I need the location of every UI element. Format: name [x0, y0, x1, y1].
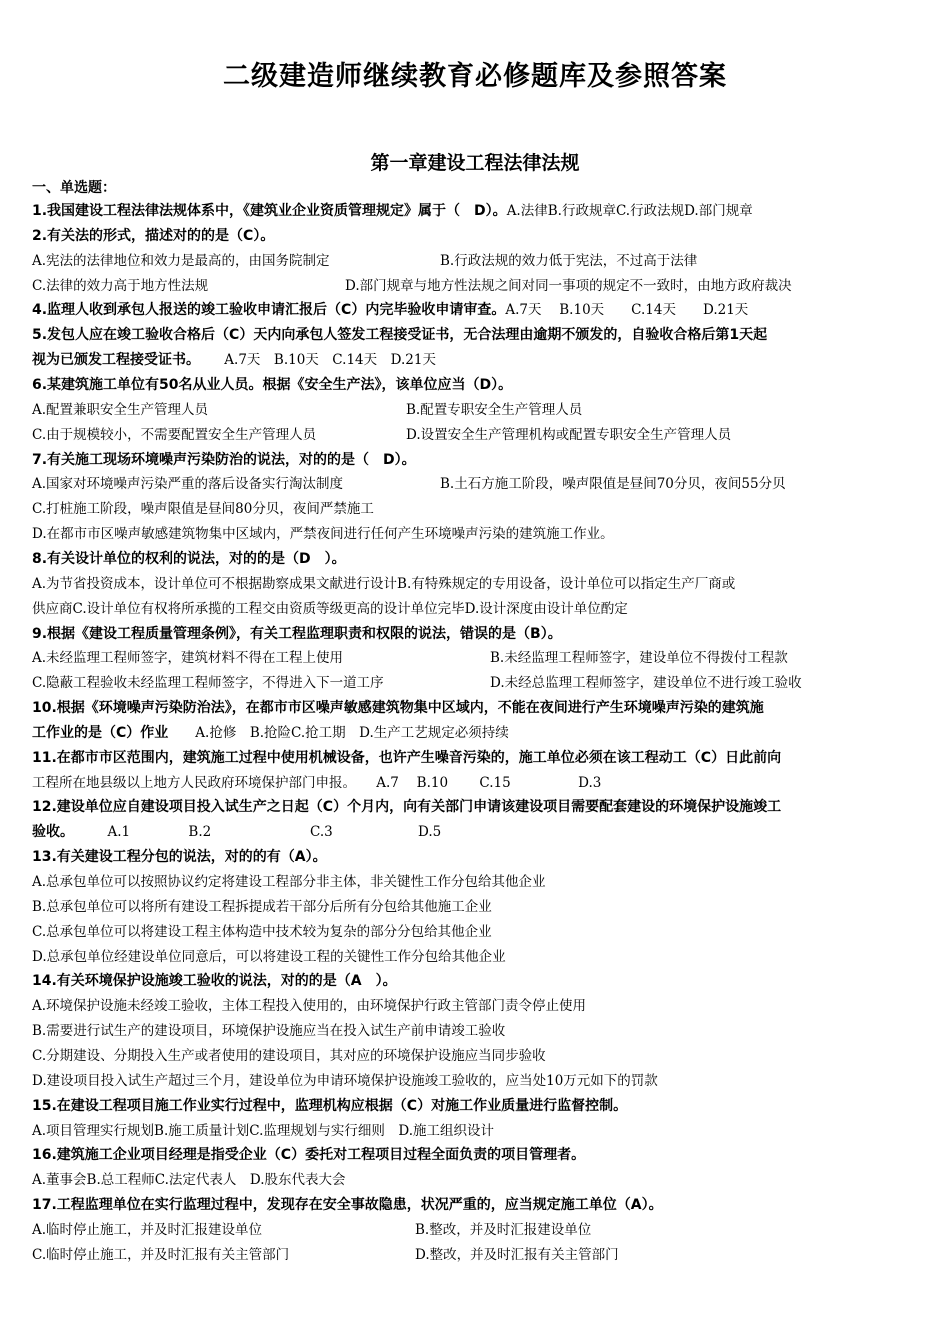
question-text: 6.某建筑施工单位有50名从业人员。根据《安全生产法》，该单位应当（D）。: [32, 377, 513, 393]
option-text: C.隐蔽工程验收未经监理工程师签字，不得进入下一道工序: [32, 675, 384, 692]
option-text: B.总承包单位可以将所有建设工程拆提成若干部分后所有分包给其他施工企业: [32, 898, 492, 915]
option-line: [32, 251, 698, 271]
question-text: 14.有关环境保护设施竣工验收的说法，对的的是（A ）。: [32, 973, 397, 990]
question-line: [32, 201, 753, 221]
option-text: A.1 B.2 C.3 D.5: [67, 824, 442, 841]
option-text: D.在都市市区噪声敏感建筑物集中区域内，严禁夜间进行任何产生环境噪声污染的建筑施工作业。: [32, 526, 614, 542]
option-text: A.7天 B.10天 C.14天 D.21天: [505, 302, 749, 319]
option-text: A.国家对环境噪声污染严重的落后设备实行淘汰制度: [32, 476, 344, 493]
option-line: [32, 1220, 592, 1240]
option-text: C.临时停止施工，并及时汇报有关主管部门: [32, 1246, 290, 1263]
option-text: A.配置兼职安全生产管理人员: [32, 401, 209, 418]
question-line: [32, 375, 512, 395]
option-text: A.7天 B.10天 C.14天 D.21天: [193, 352, 436, 369]
option-text: D.未经总监理工程师签字，建设单位不进行竣工验收: [490, 675, 802, 692]
question-line: [32, 797, 781, 817]
option-text: A.宪法的法律地位和效力是最高的，由国务院制定: [32, 252, 330, 269]
option-text: A.董事会B.总工程师C.法定代表人 D.股东代表大会: [32, 1172, 346, 1189]
option-text: A.未经监理工程师签字，建筑材料不得在工程上使用: [32, 650, 344, 667]
question-line: [32, 723, 509, 743]
question-line: [32, 971, 397, 991]
question-line: [32, 226, 274, 246]
option-line: [32, 773, 601, 793]
question-text: 12.建设单位应自建设项目投入试生产之日起（C）个月内，向有关部门申请该建设项目需要配套建设的环境保护设施竣工: [32, 799, 782, 816]
option-line: [32, 400, 583, 420]
option-text: A.项目管理实行规划B.施工质量计划C.监理规划与实行细则 D.施工组织设计: [32, 1122, 495, 1139]
option-text: B.需要进行试生产的建设项目，环境保护设施应当在投入试生产前申请竣工验收: [32, 1023, 506, 1040]
option-line: [32, 996, 586, 1016]
option-text: B.行政法规的效力低于宪法，不过高于法律: [440, 252, 698, 269]
document-title: 二级建造师继续教育必修题库及参照答案: [223, 61, 727, 92]
option-text: A.临时停止施工，并及时汇报建设单位: [32, 1221, 263, 1238]
question-text: 11.在都市市区范围内，建筑施工过程中使用机械设备，也许产生噪音污染的，施工单位必须在该工程动工（C）日此前向: [32, 749, 782, 766]
option-line: [32, 276, 792, 296]
question-line: [32, 325, 767, 345]
question-text: 2.有关法的形式，描述对的的是（C）。: [32, 227, 275, 244]
question-line: [32, 549, 346, 569]
option-text: C.法律的效力高于地方性法规: [32, 277, 209, 294]
question-text: 验收。: [32, 824, 67, 841]
option-line: [32, 425, 732, 445]
question-text: 10.根据《环境噪声污染防治法》，在都市市区噪声敏感建筑物集中区域内，不能在夜间进行产生环境噪声污染的建筑施: [32, 700, 764, 716]
question-text: 工作业的是（C）作业: [32, 724, 169, 741]
option-text: C.总承包单位可以将建设工程主体构造中技术较为复杂的部分分包给其他企业: [32, 923, 492, 940]
option-line: [32, 1021, 505, 1041]
question-text: 8.有关设计单位的权利的说法，对的的是（D ）。: [32, 550, 346, 567]
option-line: [32, 499, 374, 519]
question-line: [32, 300, 748, 320]
question-text: 4.监理人收到承包人报送的竣工验收申请汇报后（C）内完毕验收申请审查。: [32, 302, 506, 319]
question-line: [32, 698, 764, 718]
option-line: [32, 524, 614, 544]
option-text: C.打桩施工阶段，噪声限值是昼间80分贝，夜间严禁施工: [32, 501, 374, 518]
option-text: A.总承包单位可以按照协议约定将建设工程部分非主体，非关键性工作分包给其他企业: [32, 874, 546, 890]
question-line: [32, 1145, 585, 1165]
option-text: B.配置专职安全生产管理人员: [406, 401, 583, 418]
question-text: 7.有关施工现场环境噪声污染防治的说法，对的的是（ D）。: [32, 451, 416, 468]
question-line: [32, 748, 781, 768]
option-line: [32, 1245, 619, 1265]
question-text: 15.在建设工程项目施工作业实行过程中，监理机构应根据（C）对施工作业质量进行监督控制。: [32, 1097, 628, 1114]
option-line: [32, 1121, 494, 1141]
section-heading: 一、单选题：: [32, 180, 116, 196]
question-text: 9.根据《建设工程质量管理条例》，有关工程监理职责和权限的说法，错误的是（B）。: [32, 625, 562, 642]
question-line: [32, 350, 436, 370]
question-text: 13.有关建设工程分包的说法，对的的有（A）。: [32, 849, 327, 866]
option-text: B.土石方施工阶段，噪声限值是昼间70分贝，夜间55分贝: [440, 476, 786, 493]
question-line: [32, 1195, 663, 1215]
option-text: 供应商C.设计单位有权将所承揽的工程交由资质等级更高的设计单位完毕D.设计深度由设计单位酌定: [32, 600, 628, 617]
option-line: [32, 474, 786, 494]
question-text: 16.建筑施工企业项目经理是指受企业（C）委托对工程项目过程全面负责的项目管理者。: [32, 1147, 586, 1164]
option-line: [32, 897, 492, 917]
chapter-heading: 第一章建设工程法律法规: [370, 152, 580, 174]
option-text: 工程所在地县级以上地方人民政府环境保护部门申报。 A.7 B.10 C.15 D.3: [32, 774, 602, 791]
option-text: D.整改，并及时汇报有关主管部门: [415, 1246, 619, 1263]
option-line: [32, 648, 788, 668]
option-line: [32, 922, 492, 942]
option-text: C.分期建设、分期投入生产或者使用的建设项目，其对应的环境保护设施应当同步验收: [32, 1047, 546, 1064]
option-line: [32, 599, 628, 619]
option-line: [32, 574, 735, 594]
option-line: [32, 872, 546, 892]
option-line: [32, 1046, 546, 1066]
option-line: [32, 673, 802, 693]
option-text: D.设置安全生产管理机构或配置专职安全生产管理人员: [406, 426, 732, 443]
option-text: B.整改，并及时汇报建设单位: [415, 1221, 592, 1238]
option-text: A.为节省投资成本，设计单位可不根据勘察成果文献进行设计B.有特殊规定的专用设备，设计单位可以指定生产厂商或: [32, 575, 736, 592]
option-text: A.抢修 B.抢险C.抢工期 D.生产工艺规定必须持续: [168, 724, 509, 741]
question-line: [32, 847, 327, 867]
question-line: [32, 822, 441, 842]
option-text: C.由于规模较小，不需要配置安全生产管理人员: [32, 426, 317, 443]
option-text: A.环境保护设施未经竣工验收，主体工程投入使用的，由环境保护行政主管部门责令停止使用: [32, 998, 587, 1015]
question-line: [32, 450, 416, 470]
question-text: 17.工程监理单位在实行监理过程中，发现存在安全事故隐患，状况严重的，应当规定施工单位（A）。: [32, 1197, 663, 1213]
question-text: 1.我国建设工程法律法规体系中，《建筑业企业资质管理规定》属于（ D）。: [32, 203, 507, 219]
option-line: [32, 947, 506, 967]
option-text: D.建设项目投入试生产超过三个月，建设单位为申请环境保护设施竣工验收的，应当处10万元如下的罚款: [32, 1072, 658, 1089]
question-line: [32, 624, 562, 644]
option-line: [32, 1170, 346, 1190]
question-text: 5.发包人应在竣工验收合格后（C）天内向承包人签发工程接受证书，无合法理由逾期不颁发的，自验收合格后第1天起: [32, 327, 768, 344]
question-line: [32, 1096, 627, 1116]
question-text: 视为已颁发工程接受证书。: [32, 352, 193, 369]
option-text: D.部门规章与地方性法规之间对同一事项的规定不一致时，由地方政府裁决: [345, 277, 792, 294]
option-text: B.未经监理工程师签字，建设单位不得拨付工程款: [490, 650, 788, 667]
option-text: A.法律B.行政规章C.行政法规D.部门规章: [506, 203, 753, 219]
option-line: [32, 1071, 658, 1091]
option-text: D.总承包单位经建设单位同意后，可以将建设工程的关键性工作分包给其他企业: [32, 948, 506, 965]
